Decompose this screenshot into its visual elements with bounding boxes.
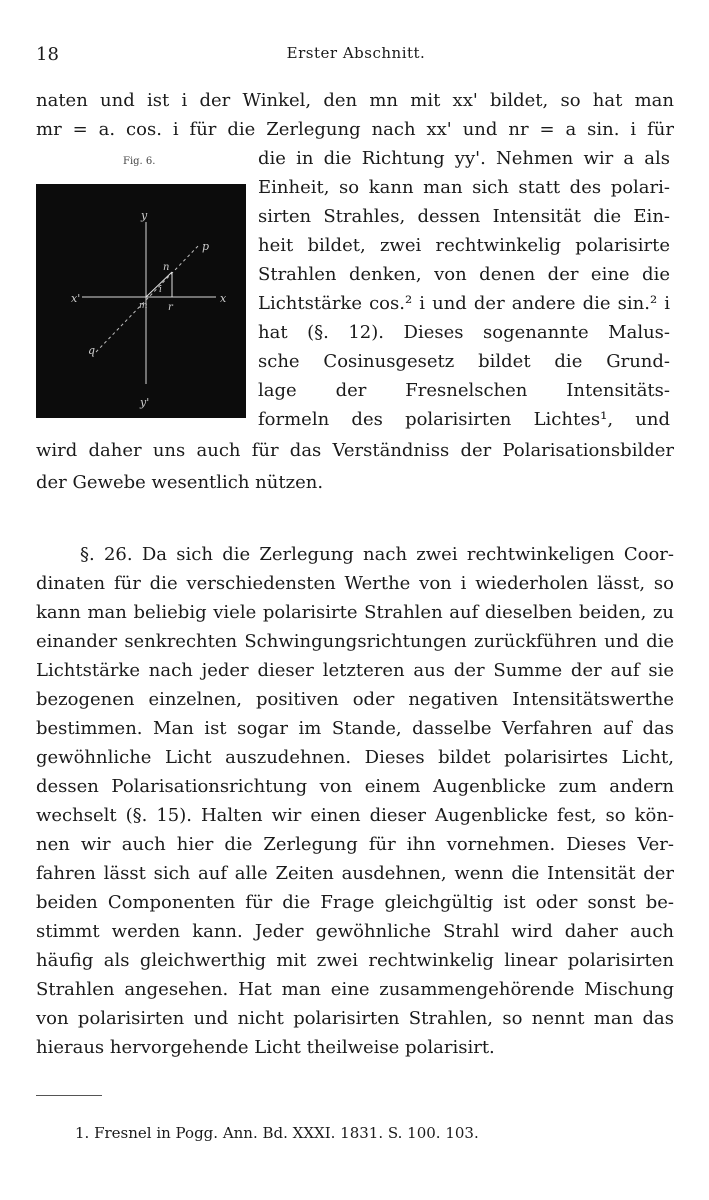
footnote: 1. Fresnel in Pogg. Ann. Bd. XXXI. 1831. S. 100. 103. (75, 1124, 479, 1142)
text-line: kann man beliebig viele polarisirte Strahlen auf dieselben beiden, zu (36, 602, 674, 623)
text-line: sirten Strahles, dessen Intensität die Ein- (258, 206, 670, 227)
running-head (36, 44, 676, 66)
text-line: stimmt werden kann. Jeder gewöhnliche Strahl wird daher auch (36, 921, 674, 942)
label-q: q (88, 344, 96, 357)
text-line: §. 26. Da sich die Zerlegung nach zwei rechtwinkeligen Coor- (80, 544, 674, 565)
text-line: hat (§. 12). Dieses sogenannte Malus- (258, 322, 670, 343)
text-line: Einheit, so kann man sich statt des polari- (258, 177, 670, 198)
text-line: Strahlen denken, von denen der eine die (258, 264, 670, 285)
text-line: heit bildet, zwei rechtwinkelig polarisirte (258, 235, 670, 256)
label-p: p (202, 240, 210, 253)
label-i: i (159, 285, 162, 295)
text-line: beiden Componenten für die Frage gleichgültig ist oder sonst be- (36, 892, 674, 913)
figure-6 (36, 184, 246, 418)
text-line: hieraus hervorgehende Licht theilweise polarisirt. (36, 1037, 495, 1058)
text-line: wird daher uns auch für das Verständniss der Polarisationsbilder (36, 440, 674, 461)
label-n: n (163, 262, 170, 273)
label-m: m (139, 301, 148, 311)
text-line: der Gewebe wesentlich nützen. (36, 472, 324, 493)
chapter-title: Erster Abschnitt. (286, 44, 426, 62)
text-line: fahren lässt sich auf alle Zeiten ausdehnen, wenn die Intensität der (36, 863, 674, 884)
text-line: dessen Polarisationsrichtung von einem Augenblicke zum andern (36, 776, 674, 797)
text-line: Lichtstärke cos.² i und der andere die sin.² i (258, 293, 670, 314)
text-line: von polarisirten und nicht polarisirten Strahlen, so nennt man das (36, 1008, 674, 1029)
footnote-rule (36, 1095, 102, 1096)
text-line: bestimmen. Man ist sogar im Stande, dasselbe Verfahren auf das (36, 718, 674, 739)
text-line: die in die Richtung yy'. Nehmen wir a als (258, 148, 670, 169)
text-line: nen wir auch hier die Zerlegung für ihn vornehmen. Dieses Ver- (36, 834, 674, 855)
axis-diagram (36, 184, 246, 418)
text-line: einander senkrechten Schwingungsrichtungen zurückführen und die (36, 631, 674, 652)
text-line: wechselt (§. 15). Halten wir einen dieser Augenblicke fest, so kön- (36, 805, 674, 826)
polarization-direction-line (96, 244, 200, 352)
label-x: x (220, 292, 227, 305)
text-line: lage der Fresnelschen Intensitäts- (258, 380, 670, 401)
text-line: häufig als gleichwerthig mit zwei rechtwinkelig linear polarisirten (36, 950, 674, 971)
text-line: naten und ist i der Winkel, den mn mit xx' bildet, so hat man (36, 90, 674, 111)
text-line: mr = a. cos. i für die Zerlegung nach xx' und nr = a sin. i für (36, 119, 674, 140)
figure-caption: Fig. 6. (123, 156, 156, 167)
text-line: Strahlen angesehen. Hat man eine zusammengehörende Mischung (36, 979, 674, 1000)
page-number: 18 (36, 44, 59, 65)
label-y: y (141, 209, 148, 222)
label-y-prime: y' (140, 396, 150, 409)
text-line: bezogenen einzelnen, positiven oder negativen Intensitätswerthe (36, 689, 674, 710)
text-line: formeln des polarisirten Lichtes¹, und (258, 409, 670, 430)
label-x-prime: x' (71, 292, 81, 305)
text-line: Lichtstärke nach jeder dieser letzteren aus der Summe der auf sie (36, 660, 674, 681)
text-line: sche Cosinusgesetz bildet die Grund- (258, 351, 670, 372)
text-line: dinaten für die verschiedensten Werthe von i wiederholen lässt, so (36, 573, 674, 594)
text-line: gewöhnliche Licht auszudehnen. Dieses bildet polarisirtes Licht, (36, 747, 674, 768)
label-r: r (168, 302, 173, 313)
